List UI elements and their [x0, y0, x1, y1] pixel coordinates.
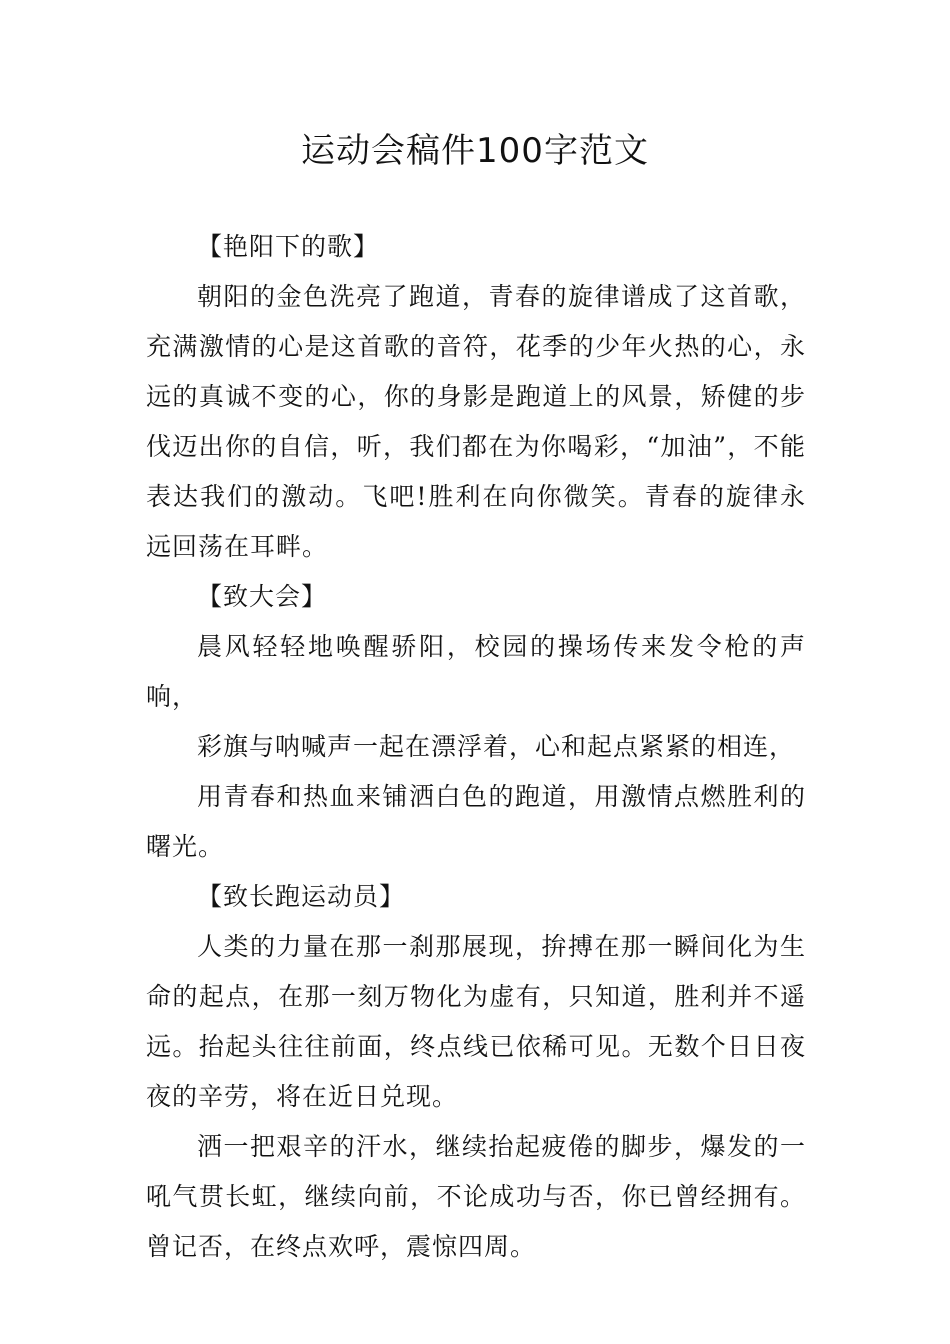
- document-title: 运动会稿件100字范文: [301, 131, 649, 171]
- section-heading-runners: 【致长跑运动员】: [197, 882, 406, 911]
- section-heading-assembly: 【致大会】: [197, 582, 328, 611]
- paragraph: 晨风轻轻地唤醒骄阳，校园的操场传来发令枪的声响，: [146, 632, 806, 711]
- paragraph: 人类的力量在那一刹那展现，拚搏在那一瞬间化为生命的起点，在那一刻万物化为虚有，只知道，胜利并不遥远。抬起头往往前面，终点线已依稀可见。无数个日日夜夜的辛劳，将在近日兑现。: [146, 932, 806, 1111]
- document-body: [146, 222, 806, 1272]
- paragraph: 洒一把艰辛的汗水，继续抬起疲倦的脚步，爆发的一吼气贯长虹，继续向前，不论成功与否，你已曾经拥有。曾记否，在终点欢呼，震惊四周。: [146, 1132, 806, 1261]
- paragraph: 彩旗与呐喊声一起在漂浮着，心和起点紧紧的相连，: [197, 732, 796, 761]
- section-heading-song: 【艳阳下的歌】: [197, 232, 380, 261]
- paragraph: 朝阳的金色洗亮了跑道，青春的旋律谱成了这首歌，充满激情的心是这首歌的音符，花季的少年火热的心，永远的真诚不变的心，你的身影是跑道上的风景，矫健的步伐迈出你的自信，听，我们都在为你喝彩，“加油”，不能表达我们的激动。飞吧!胜利在向你微笑。青春的旋律永远回荡在耳畔。: [146, 282, 806, 561]
- paragraph: 用青春和热血来铺洒白色的跑道，用激情点燃胜利的曙光。: [146, 782, 806, 861]
